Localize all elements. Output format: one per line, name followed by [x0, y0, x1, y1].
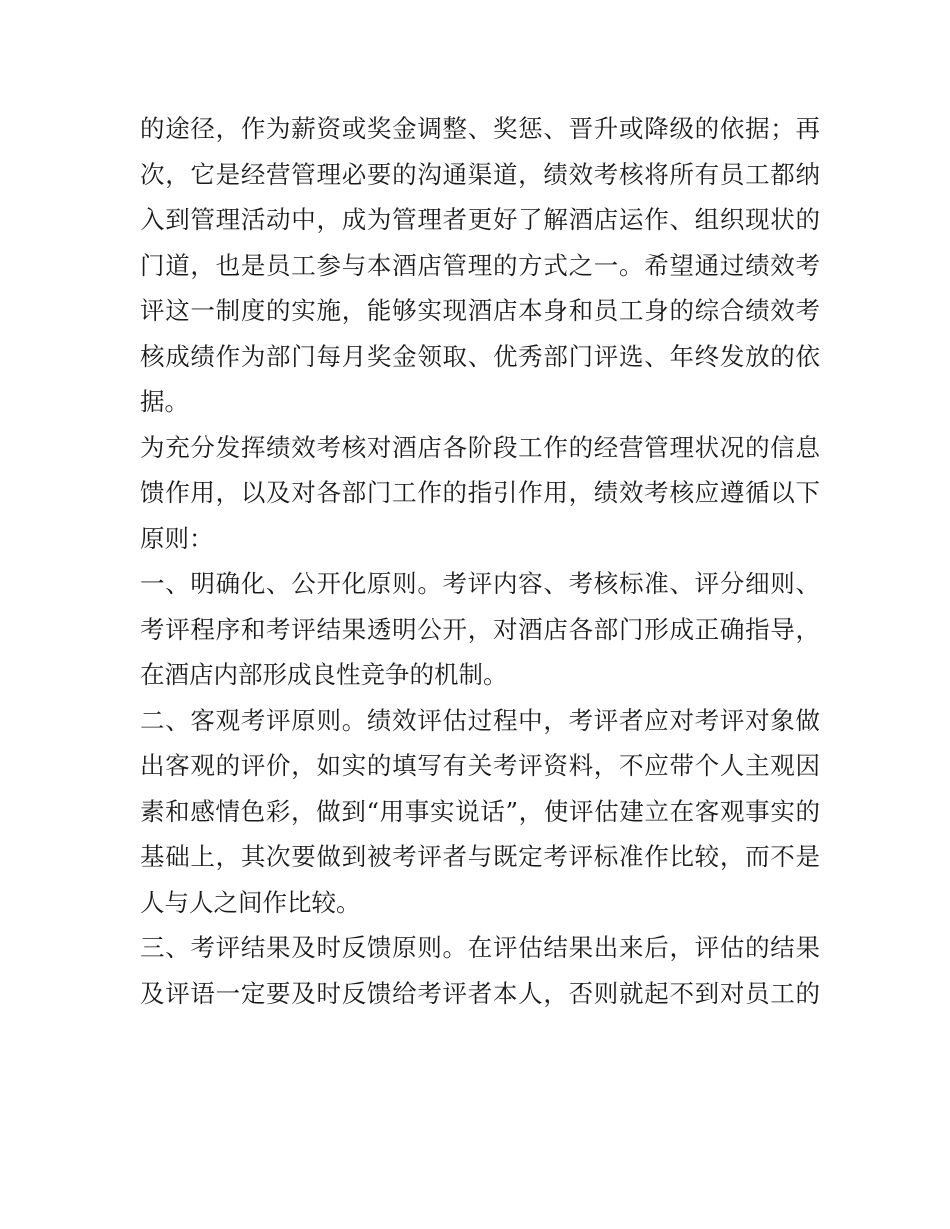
paragraph-principle-3 [140, 925, 820, 1016]
text-line: 入到管理活动中，成为管理者更好了解酒店运作、组织现状的 [140, 205, 820, 234]
paragraph-principle-1 [140, 561, 820, 698]
paragraph-principle-2 [140, 698, 820, 926]
text-line: 核成绩作为部门每月奖金领取、优秀部门评选、年终发放的依 [140, 341, 820, 371]
text-line: 出客观的评价，如实的填写有关考评资料，不应带个人主观因 [140, 751, 820, 780]
text-line: 考评程序和考评结果透明公开，对酒店各部门形成正确指导， [140, 614, 820, 644]
text-line: 据。 [140, 387, 189, 416]
paragraph-principles-intro [140, 425, 820, 562]
text-line: 次，它是经营管理必要的沟通渠道，绩效考核将所有员工都纳 [140, 159, 820, 189]
text-line: 评这一制度的实施，能够实现酒店本身和员工身的综合绩效考 [140, 296, 820, 325]
text-line: 及评语一定要及时反馈给考评者本人，否则就起不到对员工的 [140, 978, 820, 1008]
text-line: 三、考评结果及时反馈原则。在评估结果出来后，评估的结果 [140, 933, 820, 962]
text-line: 为充分发挥绩效考核对酒店各阶段工作的经营管理状况的信息 [140, 432, 820, 462]
text-line: 馈作用，以及对各部门工作的指引作用，绩效考核应遵循以下 [140, 478, 820, 507]
text-line: 在酒店内部形成良性竞争的机制。 [140, 660, 508, 689]
text-line: 门道，也是员工参与本酒店管理的方式之一。希望通过绩效考 [140, 250, 820, 280]
text-line: 原则： [140, 523, 214, 553]
text-line: 素和感情色彩，做到“用事实说话”，使评估建立在客观事实的 [140, 796, 820, 826]
document-body [140, 106, 820, 1016]
paragraph-intro-continuation [140, 106, 820, 425]
text-line: 人与人之间作比较。 [140, 887, 361, 917]
text-line: 二、客观考评原则。绩效评估过程中，考评者应对考评对象做 [140, 705, 820, 735]
text-line: 基础上，其次要做到被考评者与既定考评标准作比较，而不是 [140, 842, 820, 871]
text-line: 的途径，作为薪资或奖金调整、奖惩、晋升或降级的依据；再 [140, 114, 820, 143]
text-line: 一、明确化、公开化原则。考评内容、考核标准、评分细则、 [140, 569, 820, 598]
